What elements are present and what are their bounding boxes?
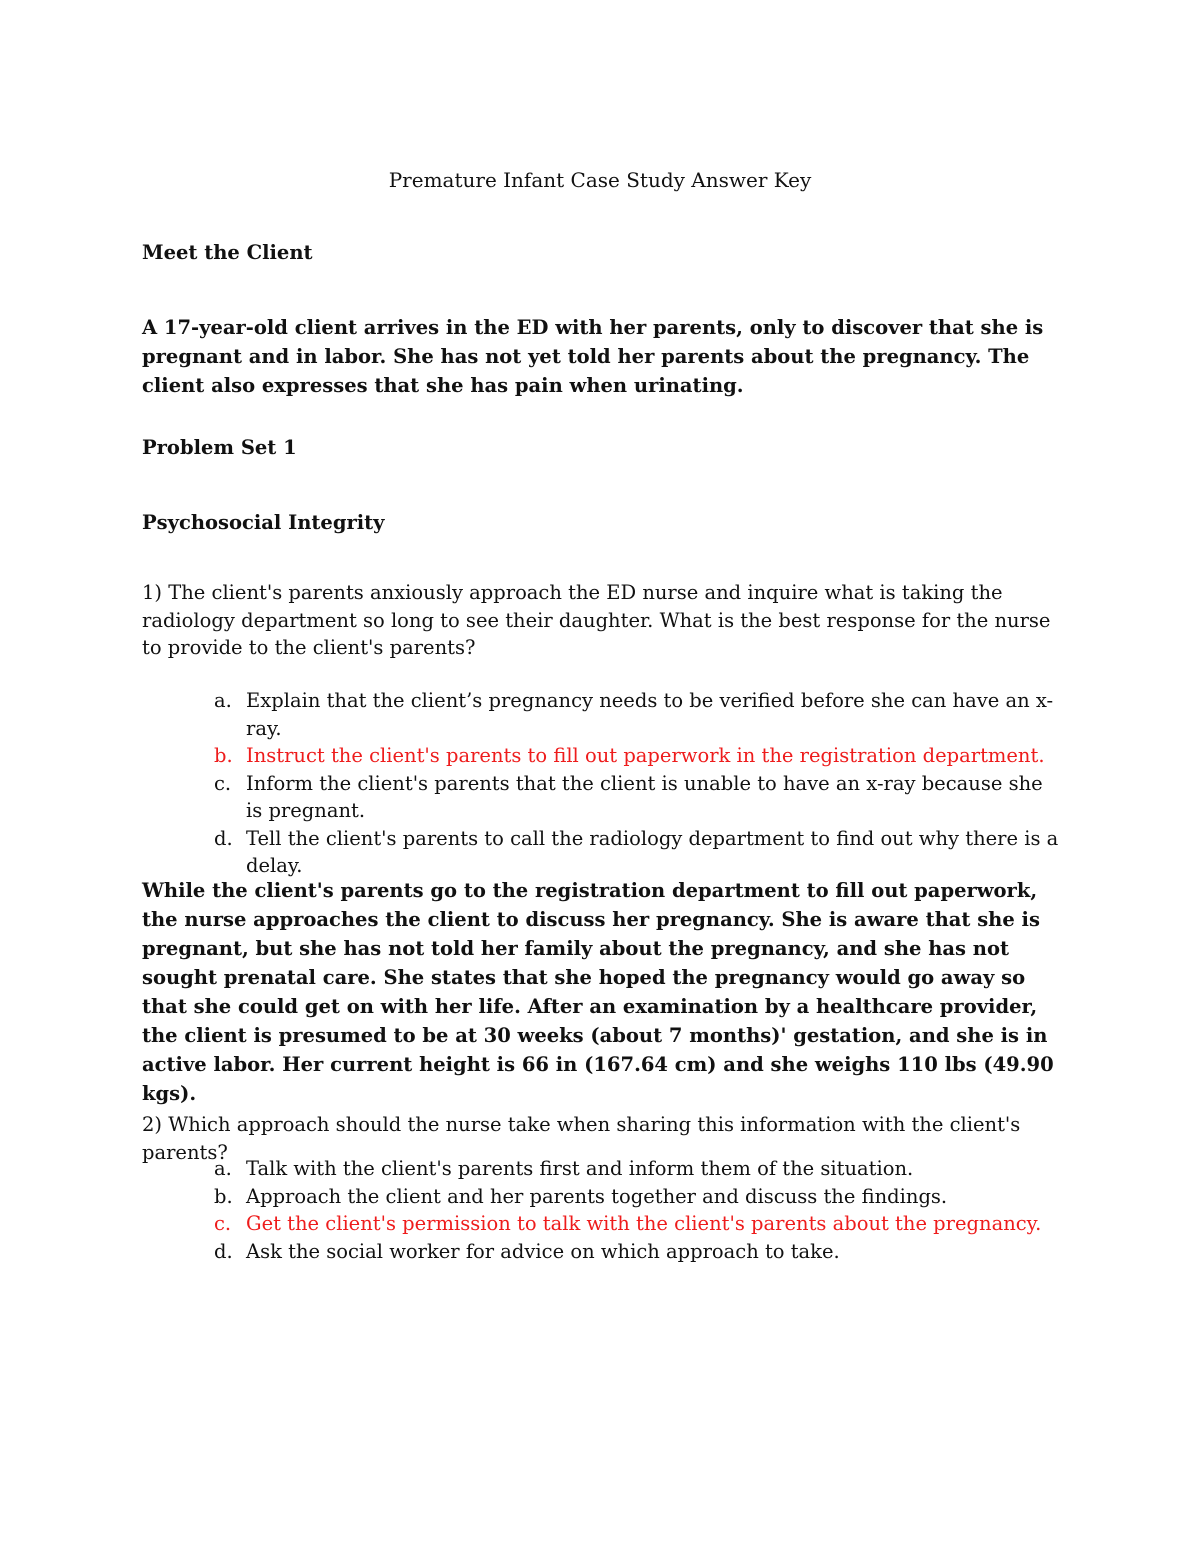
option-text: Talk with the client's parents first and inform them of the situation. [246,1157,914,1180]
option-text: Approach the client and her parents together and discuss the findings. [246,1184,948,1208]
scenario-text: While the client's parents go to the registration department to fill out paperwork, the nurse approaches the client to discuss her pregnancy. She is aware that she is pregnant, but she has not told her family about the pregnancy, and she has not sought prenatal care. She states that she hoped the pregnancy would go away so that she could get on with her life. After an examination by a healthcare provider, the client is presumed to be at 30 weeks (about 7 months)' gestation, and she is in active labor. Her current height is 66 in (167.64 cm) and she weighs 110 lbs (49.90 kgs). [142,879,1054,1105]
heading-category: Psychosocial Integrity [142,511,385,534]
option-text: Instruct the client's parents to fill out paperwork in the registration department. [246,744,1045,767]
option-text: Inform the client's parents that the client is unable to have an x-ray because she is pregnant. [246,771,1043,822]
option-text: Explain that the client’s pregnancy needs to be verified before she can have an x-ray. [246,689,1054,740]
question-1-text: 1) The client's parents anxiously approach the ED nurse and inquire what is taking the radiology department so long to see their daughter. What is the best response for the nurse to provide to the client's parents? [142,581,1051,659]
question-2-text: 2) Which approach should the nurse take when sharing this information with the client's parents? [142,1113,1021,1164]
question-2-option-c-correct-answer [142,1210,1062,1238]
question-2-option-b [142,1183,1062,1211]
question-1-option-d [142,825,1062,880]
question-1-option-a [142,687,1062,742]
option-text: Get the client's permission to talk with the client's parents about the pregnancy. [246,1212,1042,1235]
heading-meet-the-client: Meet the Client [142,241,313,264]
client-intro: A 17-year-old client arrives in the ED with her parents, only to discover that she is pregnant and in labor. She has not yet told her parents about the pregnancy. The client also expresses that she has pain when urinating. [142,316,1044,397]
option-text: Ask the social worker for advice on which approach to take. [246,1239,840,1263]
question-2-options [142,1155,1062,1265]
option-letter: a. [214,689,232,712]
option-letter: b. [214,744,233,767]
heading-problem-set: Problem Set 1 [142,436,297,459]
question-1-option-c [142,770,1062,825]
option-letter: a. [214,1157,232,1180]
option-letter: c. [214,1212,232,1235]
question-1-option-b-correct-answer [142,742,1062,770]
option-letter: c. [214,771,232,795]
question-1-options [142,687,1062,880]
question-2-option-a [142,1155,1062,1183]
option-letter: b. [214,1184,233,1208]
option-text: Tell the client's parents to call the radiology department to find out why there is a delay. [246,826,1059,877]
question-2-option-d [142,1238,1062,1266]
document-title: Premature Infant Case Study Answer Key [388,168,812,192]
option-letter: d. [214,1239,233,1263]
option-letter: d. [214,826,233,850]
